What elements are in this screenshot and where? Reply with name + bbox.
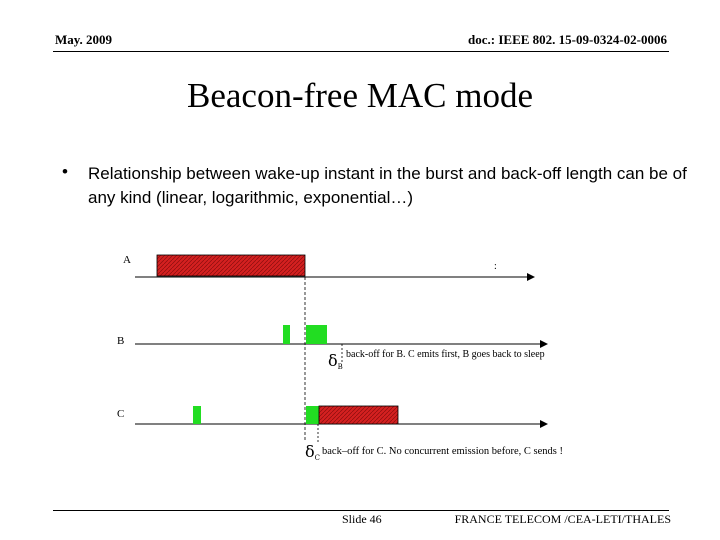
row-label-b: B: [117, 335, 125, 347]
bullet-marker: •: [62, 162, 68, 181]
frame-b: [306, 325, 327, 344]
timeline-a-arrowhead: [527, 273, 535, 281]
header-date: May. 2009: [55, 32, 113, 47]
footer-organization: FRANCE TELECOM /CEA-LETI/THALES: [454, 512, 671, 526]
delta-c-symbol: δC: [305, 442, 320, 462]
frame-c-small: [193, 406, 201, 424]
row-label-a: A: [123, 254, 131, 266]
timeline-b-arrowhead: [540, 340, 548, 348]
row-label-c: C: [117, 408, 125, 420]
bullet-text: Relationship between wake-up instant in the burst and back-off length can be of any kind (linear, logarithmic, exponential…): [88, 164, 687, 207]
timeline-c-arrowhead: [540, 420, 548, 428]
annotation-c: back–off for C. No concurrent emission before, C sends !: [322, 446, 563, 457]
frame-b-small: [283, 325, 290, 344]
slide-title: Beacon-free MAC mode: [187, 76, 533, 115]
frame-c: [306, 406, 319, 424]
burst-a: [157, 255, 305, 276]
burst-c: [319, 406, 398, 424]
delta-b-symbol: δB: [328, 351, 343, 371]
footer-divider: [53, 510, 669, 511]
colon-mark: :: [494, 261, 497, 272]
annotation-b: back-off for B. C emits first, B goes back to sleep: [346, 349, 545, 360]
header-doc-id: doc.: IEEE 802. 15-09-0324-02-0006: [468, 32, 667, 47]
slide-number: Slide 46: [342, 512, 382, 526]
